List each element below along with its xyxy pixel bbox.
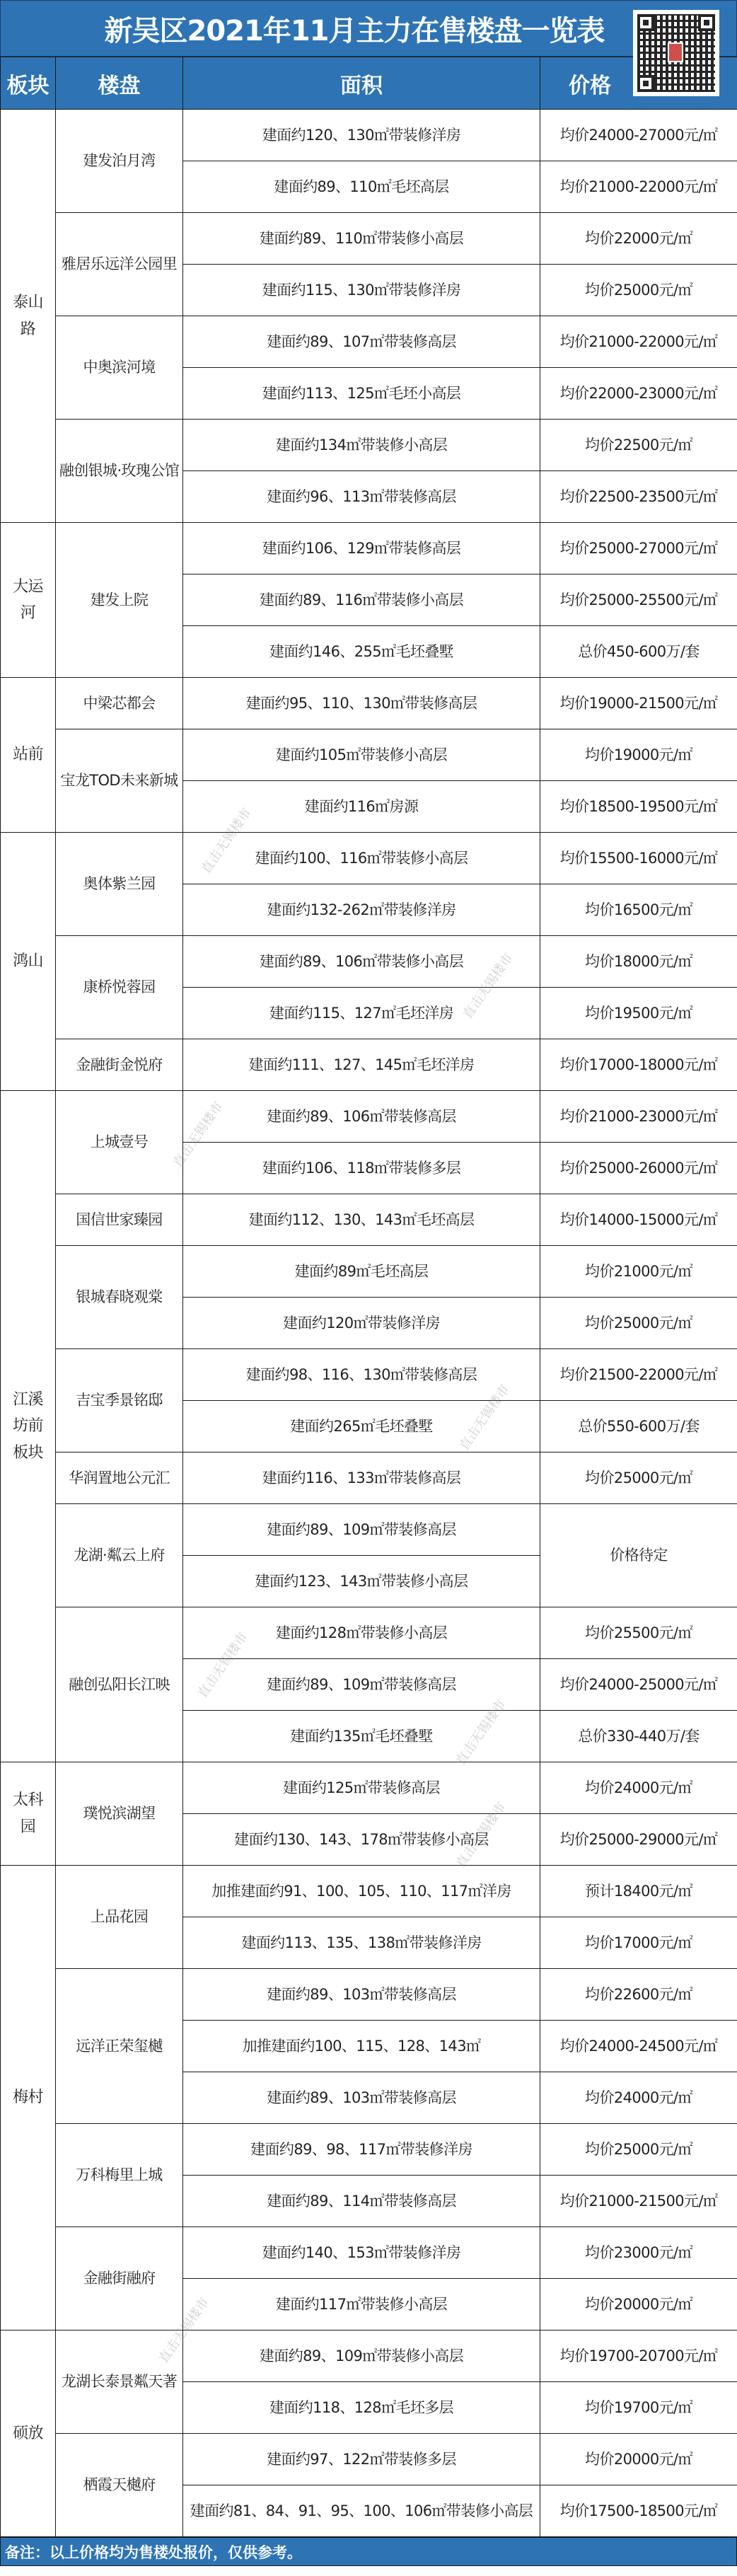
area-cell: 建面约265㎡毛坯叠墅 xyxy=(183,1401,540,1452)
price-cell: 均价24000元/㎡ xyxy=(540,2072,737,2124)
project-name-cell: 融创银城·玫瑰公馆 xyxy=(56,420,183,523)
area-cell: 建面约105㎡带装修小高层 xyxy=(183,729,540,781)
area-cell: 建面约89、106㎡带装修高层 xyxy=(183,1091,540,1143)
table-row xyxy=(1,2124,737,2176)
project-name-cell: 国信世家臻园 xyxy=(56,1194,183,1246)
area-cell: 建面约128㎡带装修小高层 xyxy=(183,1607,540,1659)
table-row xyxy=(1,678,737,729)
price-cell: 均价19000元/㎡ xyxy=(540,729,737,781)
area-cell: 建面约89、109㎡带装修高层 xyxy=(183,1504,540,1556)
project-name-cell: 璞悦滨湖望 xyxy=(56,1762,183,1866)
area-cell: 建面约118、128㎡毛坯多层 xyxy=(183,2382,540,2434)
area-cell: 加推建面约100、115、128、143㎡ xyxy=(183,2021,540,2072)
area-cell: 建面约81、84、91、95、100、106㎡带装修小高层 xyxy=(183,2485,540,2537)
price-cell: 总价330-440万/套 xyxy=(540,1711,737,1762)
price-cell: 均价20000元/㎡ xyxy=(540,2279,737,2330)
qr-code xyxy=(633,10,719,96)
area-cell: 建面约89、110㎡毛坯高层 xyxy=(183,161,540,213)
district-cell: 硕放 xyxy=(1,2330,56,2537)
area-cell: 建面约89、106㎡带装修小高层 xyxy=(183,936,540,988)
price-cell: 均价21500-22000元/㎡ xyxy=(540,1349,737,1401)
watermark: 直击无锡楼市 xyxy=(156,2294,212,2367)
table-row xyxy=(1,1866,737,1917)
header-district: 板块 xyxy=(1,57,56,110)
project-name-cell: 栖霞天樾府 xyxy=(56,2434,183,2537)
project-name-cell: 吉宝季景铭邸 xyxy=(56,1349,183,1452)
price-cell: 均价21000-21500元/㎡ xyxy=(540,2176,737,2227)
footer-note: 备注：以上价格均为售楼处报价，仅供参考。 xyxy=(0,2537,737,2566)
table-row xyxy=(1,1607,737,1659)
area-cell: 建面约89、114㎡带装修高层 xyxy=(183,2176,540,2227)
table-row xyxy=(1,2434,737,2485)
area-cell: 建面约100、116㎡带装修小高层 xyxy=(183,833,540,884)
table-row xyxy=(1,316,737,368)
area-cell: 建面约89、103㎡带装修高层 xyxy=(183,1969,540,2021)
price-cell: 总价450-600万/套 xyxy=(540,626,737,678)
project-name-cell: 宝龙TOD未来新城 xyxy=(56,729,183,833)
table-row xyxy=(1,936,737,988)
area-cell: 建面约134㎡带装修小高层 xyxy=(183,420,540,471)
project-name-cell: 建发泊月湾 xyxy=(56,110,183,213)
area-cell: 建面约98、116、130㎡带装修高层 xyxy=(183,1349,540,1401)
table-row xyxy=(1,729,737,781)
table-row xyxy=(1,1039,737,1091)
area-cell: 建面约115、130㎡带装修洋房 xyxy=(183,265,540,316)
area-cell: 建面约146、255㎡毛坯叠墅 xyxy=(183,626,540,678)
price-cell: 均价19000-21500元/㎡ xyxy=(540,678,737,729)
price-cell: 均价20000元/㎡ xyxy=(540,2434,737,2485)
project-name-cell: 万科梅里上城 xyxy=(56,2124,183,2227)
table-row xyxy=(1,2330,737,2382)
area-cell: 建面约89、116㎡带装修小高层 xyxy=(183,574,540,626)
watermark: 直击无锡楼市 xyxy=(453,1799,509,1871)
area-cell: 建面约89、107㎡带装修高层 xyxy=(183,316,540,368)
area-cell: 建面约89、109㎡带装修小高层 xyxy=(183,2330,540,2382)
price-cell: 均价21000元/㎡ xyxy=(540,1246,737,1298)
table-row xyxy=(1,1091,737,1143)
price-cell: 均价24000元/㎡ xyxy=(540,1762,737,1814)
price-cell: 均价22000元/㎡ xyxy=(540,213,737,265)
listing-table xyxy=(0,57,737,2537)
watermark: 直击无锡楼市 xyxy=(460,950,516,1022)
area-cell: 建面约106、129㎡带装修高层 xyxy=(183,523,540,574)
price-cell: 均价25000元/㎡ xyxy=(540,2124,737,2176)
district-cell: 泰山路 xyxy=(1,110,56,523)
table-header-row xyxy=(1,57,737,110)
area-cell: 建面约123、143㎡带装修小高层 xyxy=(183,1556,540,1607)
district-cell: 太科园 xyxy=(1,1762,56,1866)
header-price: 价格 xyxy=(540,57,737,110)
watermark: 直击无锡楼市 xyxy=(170,1099,226,1171)
area-cell: 建面约125㎡带装修高层 xyxy=(183,1762,540,1814)
price-cell: 均价25000-29000元/㎡ xyxy=(540,1814,737,1866)
project-name-cell: 奥体紫兰园 xyxy=(56,833,183,936)
table-row xyxy=(1,833,737,884)
project-name-cell: 华润置地公元汇 xyxy=(56,1452,183,1504)
district-cell: 梅村 xyxy=(1,1866,56,2330)
table-row xyxy=(1,1969,737,2021)
project-name-cell: 康桥悦蓉园 xyxy=(56,936,183,1039)
district-cell: 鸿山 xyxy=(1,833,56,1091)
area-cell: 加推建面约91、100、105、110、117㎡洋房 xyxy=(183,1866,540,1917)
price-cell: 均价25000元/㎡ xyxy=(540,1298,737,1349)
price-cell: 预计18400元/㎡ xyxy=(540,1866,737,1917)
price-cell: 均价21000-23000元/㎡ xyxy=(540,1091,737,1143)
price-cell: 均价19700元/㎡ xyxy=(540,2382,737,2434)
price-cell: 均价17500-18500元/㎡ xyxy=(540,2485,737,2537)
price-cell: 均价25000-27000元/㎡ xyxy=(540,523,737,574)
area-cell: 建面约113、125㎡毛坯小高层 xyxy=(183,368,540,420)
qr-code-icon xyxy=(637,14,715,92)
price-cell: 均价22000-23000元/㎡ xyxy=(540,368,737,420)
district-cell: 大运河 xyxy=(1,523,56,678)
table-row xyxy=(1,213,737,265)
area-cell: 建面约116㎡房源 xyxy=(183,781,540,833)
table-row xyxy=(1,420,737,471)
price-cell: 均价16500元/㎡ xyxy=(540,884,737,936)
area-cell: 建面约97、122㎡带装修多层 xyxy=(183,2434,540,2485)
price-cell: 价格待定 xyxy=(540,1504,737,1607)
project-name-cell: 上城壹号 xyxy=(56,1091,183,1194)
project-name-cell: 金融街金悦府 xyxy=(56,1039,183,1091)
price-cell: 均价19500元/㎡ xyxy=(540,988,737,1039)
price-cell: 均价24000-27000元/㎡ xyxy=(540,110,737,161)
area-cell: 建面约117㎡带装修小高层 xyxy=(183,2279,540,2330)
district-cell: 站前 xyxy=(1,678,56,833)
area-cell: 建面约115、127㎡毛坯洋房 xyxy=(183,988,540,1039)
district-cell: 江溪坊前板块 xyxy=(1,1091,56,1762)
watermark: 直击无锡楼市 xyxy=(456,1382,513,1454)
project-name-cell: 中梁芯都会 xyxy=(56,678,183,729)
table-row xyxy=(1,1246,737,1298)
header-area: 面积 xyxy=(183,57,540,110)
table-body xyxy=(1,110,737,2537)
table-row xyxy=(1,523,737,574)
price-cell: 均价14000-15000元/㎡ xyxy=(540,1194,737,1246)
table-row xyxy=(1,110,737,161)
watermark: 直击无锡楼市 xyxy=(198,805,255,877)
price-cell: 均价19700-20700元/㎡ xyxy=(540,2330,737,2382)
table-row xyxy=(1,1194,737,1246)
project-name-cell: 金融街融府 xyxy=(56,2227,183,2330)
project-name-cell: 上品花园 xyxy=(56,1866,183,1969)
watermark: 直击无锡楼市 xyxy=(453,1697,509,1769)
area-cell: 建面约96、113㎡带装修高层 xyxy=(183,471,540,523)
price-cell: 均价24000-25000元/㎡ xyxy=(540,1659,737,1711)
area-cell: 建面约140、153㎡带装修洋房 xyxy=(183,2227,540,2279)
area-cell: 建面约112、130、143㎡毛坯高层 xyxy=(183,1194,540,1246)
price-cell: 均价25000元/㎡ xyxy=(540,1452,737,1504)
project-name-cell: 龙湖长泰景粼天著 xyxy=(56,2330,183,2434)
area-cell: 建面约89、109㎡带装修高层 xyxy=(183,1659,540,1711)
project-name-cell: 建发上院 xyxy=(56,523,183,678)
project-name-cell: 龙湖·粼云上府 xyxy=(56,1504,183,1607)
price-cell: 均价18000元/㎡ xyxy=(540,936,737,988)
area-cell: 建面约113、135、138㎡带装修洋房 xyxy=(183,1917,540,1969)
project-name-cell: 融创弘阳长江映 xyxy=(56,1607,183,1762)
header-project: 楼盘 xyxy=(56,57,183,110)
price-cell: 均价17000元/㎡ xyxy=(540,1917,737,1969)
area-cell: 建面约89、98、117㎡带装修洋房 xyxy=(183,2124,540,2176)
price-cell: 均价21000-22000元/㎡ xyxy=(540,316,737,368)
price-cell: 均价25000-25500元/㎡ xyxy=(540,574,737,626)
table-row xyxy=(1,1504,737,1556)
table-row xyxy=(1,1452,737,1504)
price-cell: 均价25000元/㎡ xyxy=(540,265,737,316)
price-cell: 均价15500-16000元/㎡ xyxy=(540,833,737,884)
project-name-cell: 中奥滨河境 xyxy=(56,316,183,420)
price-cell: 均价22500元/㎡ xyxy=(540,420,737,471)
price-cell: 均价21000-22000元/㎡ xyxy=(540,161,737,213)
price-cell: 总价550-600万/套 xyxy=(540,1401,737,1452)
area-cell: 建面约132-262㎡带装修洋房 xyxy=(183,884,540,936)
area-cell: 建面约106、118㎡带装修多层 xyxy=(183,1143,540,1194)
price-cell: 均价17000-18000元/㎡ xyxy=(540,1039,737,1091)
watermark: 直击无锡楼市 xyxy=(195,1629,251,1702)
area-cell: 建面约120、130㎡带装修洋房 xyxy=(183,110,540,161)
project-name-cell: 银城春晓观棠 xyxy=(56,1246,183,1349)
area-cell: 建面约116、133㎡带装修高层 xyxy=(183,1452,540,1504)
area-cell: 建面约120㎡带装修洋房 xyxy=(183,1298,540,1349)
area-cell: 建面约89㎡毛坯高层 xyxy=(183,1246,540,1298)
table-row xyxy=(1,2227,737,2279)
area-cell: 建面约89、110㎡带装修小高层 xyxy=(183,213,540,265)
area-cell: 建面约130、143、178㎡带装修小高层 xyxy=(183,1814,540,1866)
qr-logo-icon xyxy=(668,42,683,62)
table-row xyxy=(1,1762,737,1814)
price-cell: 均价23000元/㎡ xyxy=(540,2227,737,2279)
project-name-cell: 远洋正荣玺樾 xyxy=(56,1969,183,2124)
table-row xyxy=(1,1349,737,1401)
price-cell: 均价22500-23500元/㎡ xyxy=(540,471,737,523)
price-cell: 均价18500-19500元/㎡ xyxy=(540,781,737,833)
price-cell: 均价25500元/㎡ xyxy=(540,1607,737,1659)
price-cell: 均价22600元/㎡ xyxy=(540,1969,737,2021)
area-cell: 建面约135㎡毛坯叠墅 xyxy=(183,1711,540,1762)
price-cell: 均价25000-26000元/㎡ xyxy=(540,1143,737,1194)
page-title: 新吴区2021年11月主力在售楼盘一览表 xyxy=(0,0,737,57)
project-name-cell: 雅居乐远洋公园里 xyxy=(56,213,183,316)
area-cell: 建面约89、103㎡带装修高层 xyxy=(183,2072,540,2124)
area-cell: 建面约111、127、145㎡毛坯洋房 xyxy=(183,1039,540,1091)
area-cell: 建面约95、110、130㎡带装修高层 xyxy=(183,678,540,729)
price-cell: 均价24000-24500元/㎡ xyxy=(540,2021,737,2072)
